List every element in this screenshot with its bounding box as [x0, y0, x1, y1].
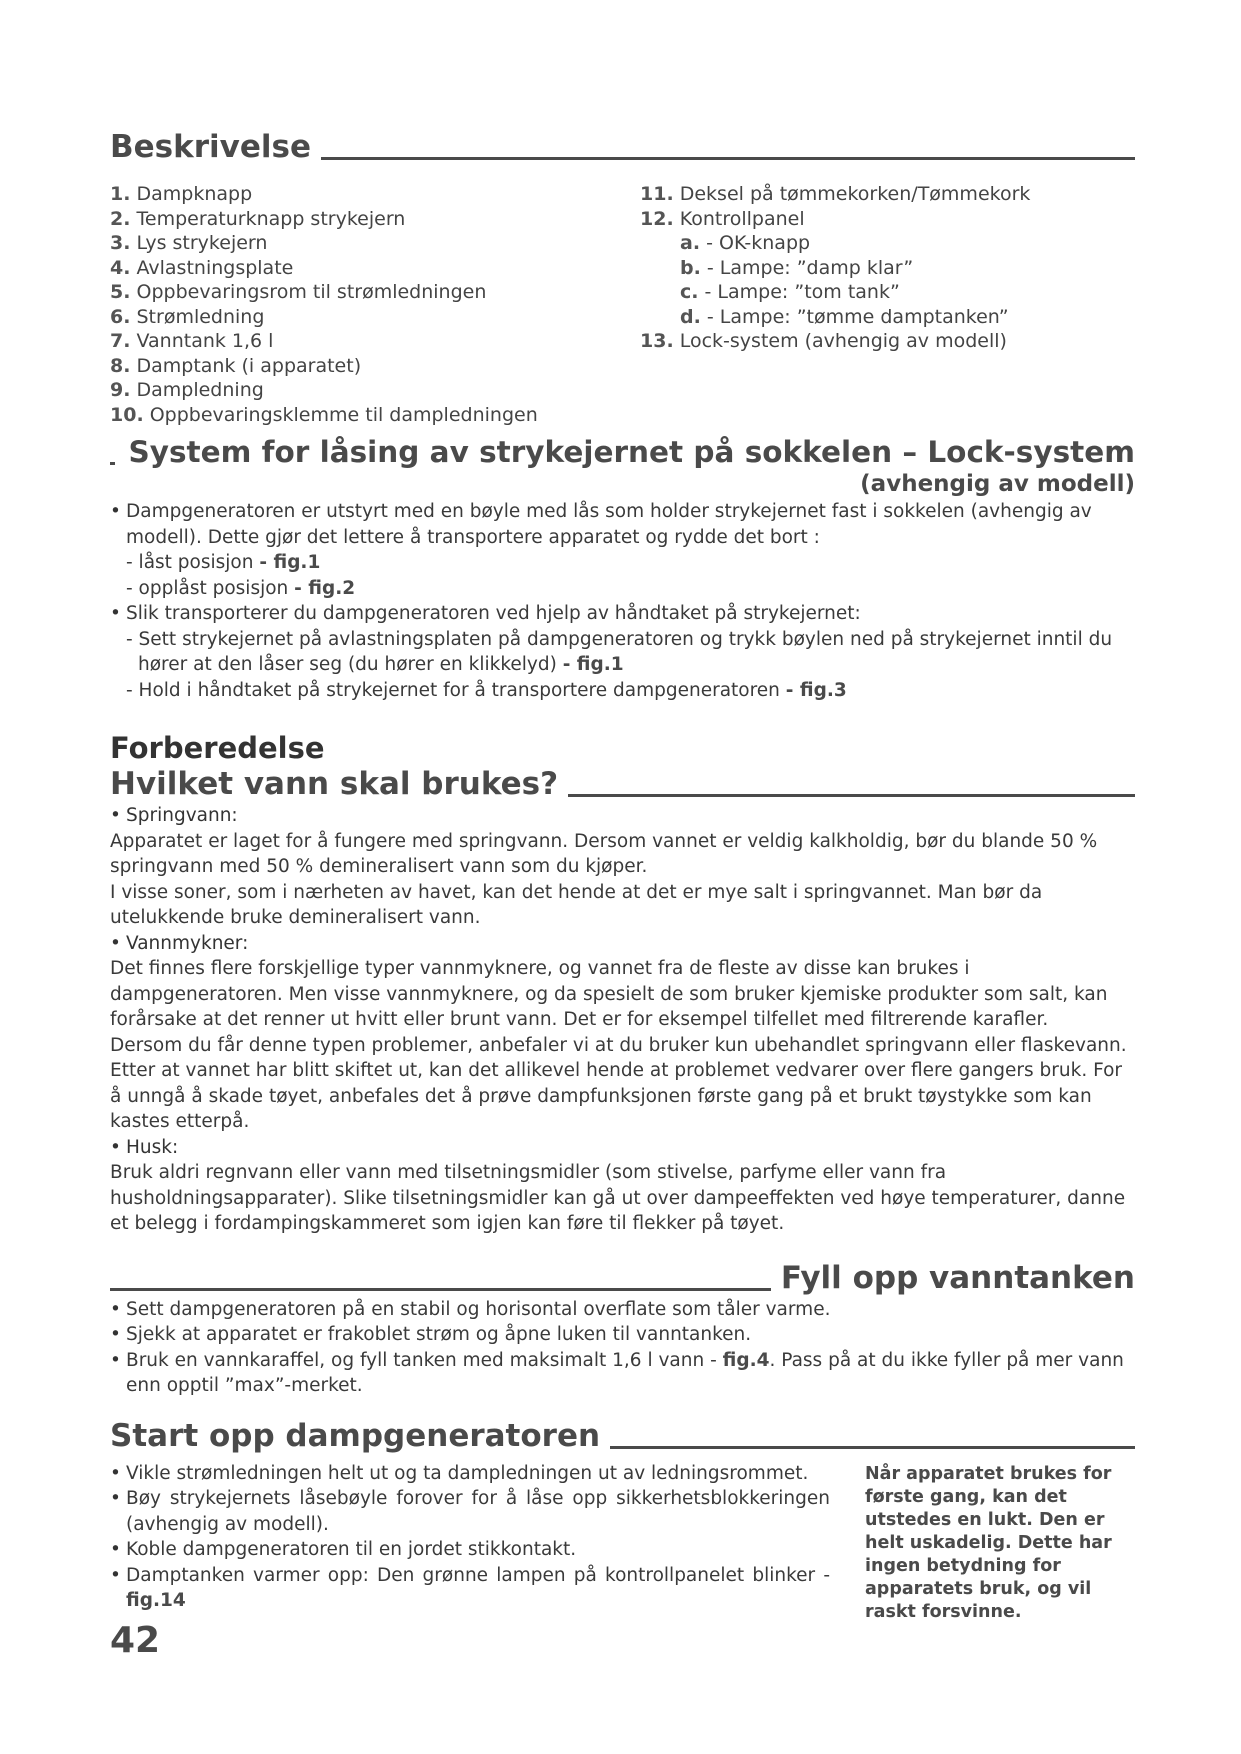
lock-title: System for låsing av strykejernet på sokkelen – Lock-system [128, 435, 1135, 469]
springvann-paragraph-1: Apparatet er laget for å fungere med springvann. Dersom vannet er veldig kalkholdig, bør du blande 50 % springvann med 50 % demineralisert vann som du kjøper. [110, 830, 1098, 877]
heading-rule [610, 1446, 1135, 1449]
beskrivelse-heading [110, 128, 1135, 166]
lock-heading [110, 433, 1135, 471]
lock-step: - Sett strykejernet på avlastningsplaten på dampgeneratoren og trykk bøylen ned på strykejernet inntil du hører at den låser seg (du hører en klikkelyd) - fig.1 [126, 628, 1113, 675]
start-title: Start opp dampgeneratoren [110, 1417, 601, 1454]
list-item: 12. Kontrollpanel [640, 207, 805, 230]
heading-rule [568, 794, 1135, 797]
husk-label: • Husk: [110, 1135, 1135, 1161]
lock-subtitle: (avhengig av modell) [860, 471, 1135, 497]
vannmykner-paragraph-1: Det finnes flere forskjellige typer vannmyknere, og vannet fra de fleste av disse kan brukes i dampgeneratoren. Men visse vannmyknere, og da spesielt de som bruker kjemiske produkter som salt, kan forårsake at det renner ut hvitt eller brunt vann. Det er for eksempel tilfellet med filtrerende karafler. [110, 958, 1108, 1030]
list-item: 2. Temperaturknapp strykejern [110, 207, 406, 230]
start-step-2: • Bøy strykejernets låsebøyle forover for å låse opp sikkerhetsblokkeringen (avhengig av modell). [110, 1486, 830, 1537]
list-item: 11. Deksel på tømmekorken/Tømmekork [640, 183, 1031, 205]
start-step-1: • Vikle strømledningen helt ut og ta dampledningen ut av ledningsrommet. [110, 1461, 830, 1487]
start-step-4: • Damptanken varmer opp: Den grønne lampen på kontrollpanelet blinker - fig.14 [110, 1563, 830, 1614]
list-item: 6. Strømledning [110, 305, 265, 328]
list-item: 10. Oppbevaringsklemme til dampledningen [110, 403, 538, 426]
list-item: 4. Avlastningsplate [110, 256, 294, 279]
vannmykner-paragraph-2: Dersom du får denne typen problemer, anbefaler vi at du bruker kun ubehandlet springvann eller flaskevann. Etter at vannet har blitt skiftet ut, kan det allikevel hende at problemet vedvarer over flere gangers bruk. For å unngå å skade tøyet, anbefales det å prøve dampfunksjonen første gang på et brukt tøystykke som kan kastes etterpå. [110, 1034, 1127, 1132]
vannmykner-label: • Vannmykner: [110, 931, 1135, 957]
list-item: 13. Lock-system (avhengig av modell) [640, 330, 1007, 352]
start-heading [110, 1417, 1135, 1455]
description-column-2 [640, 182, 1135, 427]
lock-paragraph-1: • Dampgeneratoren er utstyrt med en bøyle med lås som holder strykejernet fast i sokkelen (avhengig av modell). Dette gjør det lettere å transportere apparatet og rydde det bort : [110, 499, 1135, 550]
forberedelse-title: Forberedelse [110, 731, 325, 765]
first-use-note: Når apparatet brukes for første gang, kan det utstedes en lukt. Den er helt uskadelig. Dette har ingen betydning for apparatets bruk, og vil raskt forsvinne. [865, 1463, 1112, 1622]
list-subitem: b. - Lampe: ”damp klar” [680, 256, 914, 279]
springvann-label: • Springvann: [110, 803, 1135, 829]
fyll-body [110, 1297, 1135, 1399]
lock-step: - låst posisjon - fig.1 [126, 552, 321, 573]
list-item: 7. Vanntank 1,6 l [110, 330, 274, 352]
list-subitem: a. - OK-knapp [680, 232, 811, 254]
springvann-paragraph-2: I visse soner, som i nærheten av havet, kan det hende at det er mye salt i springvannet. Man bør da utelukkende bruke demineralisert vann. [110, 881, 1043, 928]
fyll-title: Fyll opp vanntanken [780, 1259, 1135, 1296]
lock-step: - opplåst posisjon - fig.2 [126, 577, 356, 599]
husk-paragraph: Bruk aldri regnvann eller vann med tilsetningsmidler (som stivelse, parfyme eller vann fra husholdningsapparater). Slike tilsetningsmidler kan gå ut over dampeeffekten ved høye temperaturer, danne et belegg i fordampingskammeret som igjen kan føre til flekker på tøyet. [110, 1162, 1126, 1234]
manual-page [110, 0, 1135, 1754]
fyll-step-3: • Bruk en vannkaraffel, og fyll tanken med maksimalt 1,6 l vann - fig.4. Pass på at du ikke fyller på mer vann enn opptil ”max”-merket. [110, 1348, 1135, 1399]
list-subitem: d. - Lampe: ”tømme damptanken” [680, 305, 1009, 328]
list-item: 3. Lys strykejern [110, 232, 268, 254]
description-list [110, 182, 1135, 427]
water-title: Hvilket vann skal brukes? [110, 766, 559, 802]
fyll-step-2: • Sjekk at apparatet er frakoblet strøm og åpne luken til vanntanken. [110, 1322, 1135, 1348]
list-item: 8. Damptank (i apparatet) [110, 354, 362, 377]
start-step-3: • Koble dampgeneratoren til en jordet stikkontakt. [110, 1537, 830, 1563]
water-body [110, 803, 1135, 1237]
list-item: 1. Dampknapp [110, 183, 253, 205]
fyll-step-1: • Sett dampgeneratoren på en stabil og horisontal overflate som tåler varme. [110, 1297, 1135, 1323]
lock-paragraph-2: • Slik transporterer du dampgeneratoren ved hjelp av håndtaket på strykejernet: [110, 601, 1135, 627]
heading-rule [321, 157, 1135, 160]
start-section [110, 1461, 1135, 1624]
start-steps [110, 1461, 830, 1624]
lock-body [110, 499, 1135, 703]
list-item: 5. Oppbevaringsrom til strømledningen [110, 281, 487, 303]
fyll-heading [110, 1259, 1135, 1297]
heading-rule [110, 1288, 771, 1291]
description-column-1 [110, 182, 640, 427]
heading-rule [110, 462, 115, 465]
list-subitem: c. - Lampe: ”tom tank” [680, 281, 900, 303]
lock-step: - Hold i håndtaket på strykejernet for å transportere dampgeneratoren - fig.3 [126, 679, 847, 701]
list-item: 9. Dampledning [110, 379, 264, 401]
water-heading [110, 765, 1135, 803]
beskrivelse-title: Beskrivelse [110, 129, 311, 165]
page-number: 42 [110, 1620, 161, 1661]
